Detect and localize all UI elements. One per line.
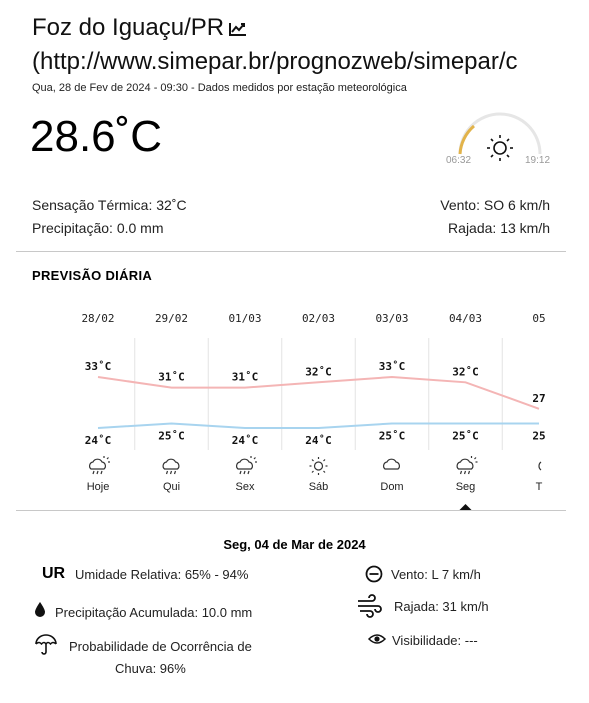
detail-wind: Vento: L 7 km/h [391,567,481,582]
feels-like: Sensação Térmica: 32˚C [32,197,187,213]
accumulated-precipitation: Precipitação Acumulada: 10.0 mm [55,605,253,620]
gust: Rajada: 13 km/h [448,220,550,236]
divider [16,251,566,252]
city-name: Foz do Iguaçu/PR [32,14,225,41]
min-temperature-label: 24˚C [231,434,259,447]
forecast-title: PREVISÃO DIÁRIA [32,268,153,283]
divider [16,510,566,511]
min-temperature-line [98,424,539,429]
min-temperature-label: 25˚C [378,429,406,443]
umbrella-icon [34,633,58,657]
sun-icon [487,135,513,161]
precipitation: Precipitação: 0.0 mm [32,220,164,236]
min-temperature-label: 24˚C [84,434,112,447]
rain-probability-line1: Probabilidade de Ocorrência de [69,639,252,654]
max-temperature-label: 32˚C [452,365,479,379]
sunset-time: 19:12 [525,155,551,166]
min-temperature-label: 25˚C [158,429,185,443]
current-temperature: 28.6˚C [30,112,163,161]
day-label: T [535,481,543,493]
wind-direction-icon [365,565,383,583]
max-temperature-label: 31˚C [231,370,259,384]
date-label: 03/03 [375,312,409,325]
sunrise-time: 06:32 [446,155,472,166]
day-label: Sex [235,481,255,493]
measurement-subtitle: Qua, 28 de Fev de 2024 - 09:30 - Dados medidos por estação meteorológica [32,82,407,94]
rain-cloud-icon [163,459,179,474]
humidity-icon: UR [42,565,66,582]
rain-sun-icon [457,456,477,474]
partial-icon [539,462,541,470]
day-label: Seg [455,481,476,493]
min-temperature-label: 25 [532,429,546,443]
cloud-icon [384,459,400,469]
sun-arc-track [460,114,540,154]
max-temperature-label: 32˚C [305,365,332,379]
city-title [32,14,248,42]
date-label: 28/02 [81,312,115,325]
date-label: 04/03 [448,312,483,325]
daily-forecast-chart[interactable] [62,300,546,500]
wind: Vento: SO 6 km/h [440,197,550,213]
date-label: 01/03 [228,312,262,325]
rain-sun-icon [90,456,110,474]
min-temperature-label: 25˚C [452,429,479,443]
rain-probability-line2: Chuva: 96% [115,661,186,676]
day-label: Hoje [86,481,110,493]
chart-line-icon[interactable] [228,20,248,38]
max-temperature-label: 27 [532,391,546,405]
humidity-text: Umidade Relativa: 65% - 94% [75,567,249,582]
drop-icon [34,601,46,617]
min-temperature-label: 24˚C [305,434,332,447]
day-label: Sáb [308,481,329,493]
wind-gust-icon [356,596,384,618]
date-label: 29/02 [154,312,189,325]
detail-date: Seg, 04 de Mar de 2024 [223,537,366,552]
sun-icon [310,457,328,475]
max-temperature-label: 33˚C [84,360,112,373]
date-label: 02/03 [301,312,336,325]
rain-sun-icon [237,456,257,474]
day-label: Dom [380,481,404,493]
detail-gust: Rajada: 31 km/h [394,599,489,614]
source-url[interactable]: (http://www.simepar.br/prognozweb/simepar/c [32,48,518,75]
max-temperature-label: 33˚C [378,360,406,373]
date-label: 05 [532,312,546,325]
eye-icon [368,633,386,645]
day-label: Qui [162,481,181,493]
visibility: Visibilidade: --- [392,633,478,648]
max-temperature-label: 31˚C [158,370,185,384]
